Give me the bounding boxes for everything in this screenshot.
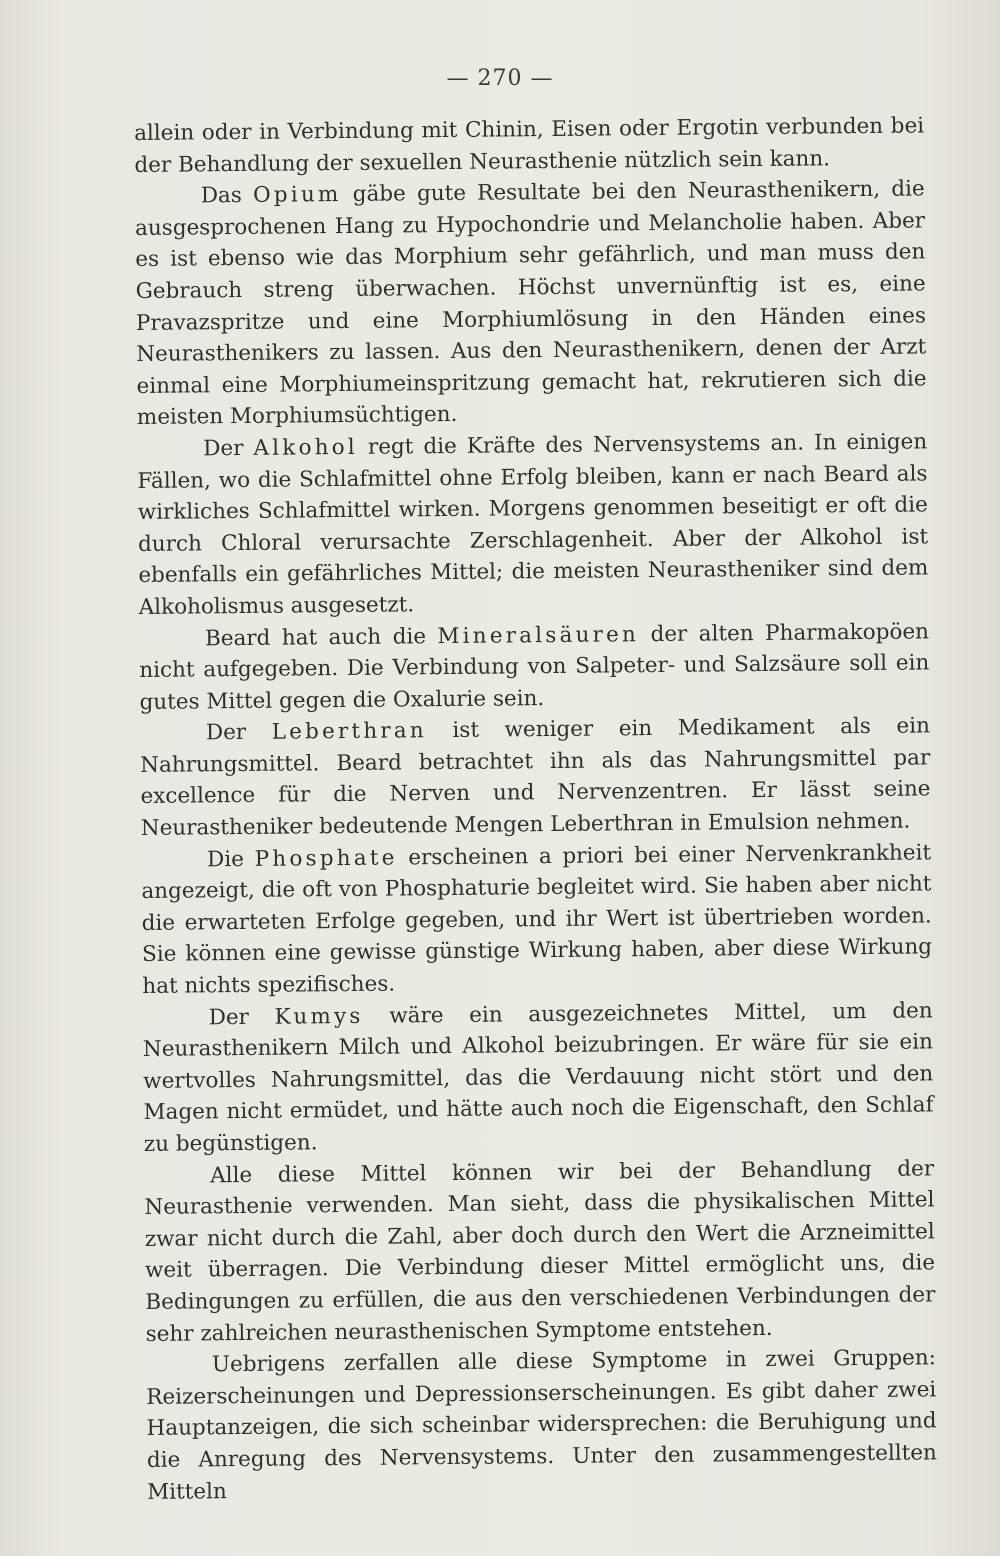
paragraph (140, 711, 931, 845)
text-run: Der (203, 435, 254, 462)
text-run: der alten Pharmakopöen nicht aufgegeben. Die Verbindung von Salpeter- und Salzsäure soll ein gutes Mittel gegen die Oxalurie sein. (139, 618, 930, 715)
text-run: Alle diese Mittel können wir bei der Behandlung der Neurasthenie verwenden. Man sieht, dass die physikalischen Mittel zwar nicht durch die Zahl, aber doch durch den Wert die Arzneimittel weit überragen. Die Verbindung dieser Mittel ermöglicht uns, die Bedingungen zu erfüllen, die aus den verschiedenen Verbindungen der sehr zahlreichen neurasthenischen Symptome entstehen. (144, 1155, 936, 1347)
text-run: regt die Kräfte des Nervensystems an. In einigen Fällen, wo die Schlafmittel ohne Erfolg bleiben, kann er nach Beard als wirkliches Schlafmittel wirken. Morgens genommen beseitigt er oft die durch Chloral verursachte Zerschlagenheit. Aber der Alkohol ist ebenfalls ein gefährliches Mittel; die meisten Neurastheniker sind dem Alkoholismus ausgesetzt. (137, 429, 929, 620)
spaced-term: Opium (252, 182, 342, 209)
text-run: erscheinen a priori bei einer Nervenkrankheit angezeigt, die oft von Phosphaturie begleitet wird. Sie haben aber nicht die erwarteten Erfolge gegeben, und ihr Wert ist übertrieben worden. Sie können eine gewisse günstige Wirkung haben, aber diese Wirkung hat nichts spezifisches. (141, 840, 933, 999)
text-run: allein oder in Verbindung mit Chinin, Eisen oder Ergotin verbunden bei der Behandlung der sexuellen Neurasthenie nützlich sein kann. (134, 113, 925, 178)
spaced-term: Leberthran (271, 718, 428, 745)
text-run: gäbe gute Resultate bei den Neurasthenikern, die ausgesprochenen Hang zu Hypochondrie und Melancholie haben. Aber es ist ebenso wie das Morphium sehr gefährlich, und man muss den Gebrauch streng überwachen. Höchst unvernünftig ist es, eine Pravazspritze und eine Morphiumlösung in den Händen eines Neurasthenikers zu lassen. Aus den Neurasthenikern, denen der Arzt einmal eine Morphiumeinspritzung gemacht hat, rekrutieren sich die meisten Morphiumsüchtigen. (134, 176, 927, 431)
text-run: Das (200, 183, 254, 209)
paragraph (139, 616, 930, 718)
paragraph (137, 426, 929, 623)
spaced-term: Alkohol (253, 434, 359, 461)
paragraph (134, 110, 925, 181)
text-run: Beard hat auch die (204, 623, 438, 651)
text-run: Die (207, 846, 255, 872)
paragraph (141, 837, 932, 1003)
text-run: ist weniger ein Medikament als ein Nahrungsmittel. Beard betrachtet ihn als das Nahrungsmittel par excellence für die Nerven und Nervenzentren. Er lässt seine Neurastheniker bedeutende Mengen Leberthran in Emulsion nehmen. (140, 713, 931, 842)
text-run: Uebrigens zerfallen alle diese Symptome in zwei Gruppen: Reizerscheinungen und Depressionserscheinungen. Es gibt daher zwei Hauptanzeigen, die sich scheinbar widersprechen: die Beruhigung und die Anregung des Nervensystems. Unter den zusammengestellten Mitteln (146, 1345, 937, 1505)
spaced-term: Mineralsäuren (437, 621, 640, 649)
spaced-term: Phosphate (254, 845, 398, 872)
spaced-term: Kumys (274, 1003, 364, 1030)
text-run: Der (208, 1004, 275, 1030)
paragraph (144, 1153, 936, 1350)
paragraph (135, 174, 927, 434)
page-number: — 270 — (446, 66, 554, 91)
body-text (134, 110, 937, 1508)
text-run: wäre ein ausgezeichnetes Mittel, um den Neurasthenikern Milch und Alkohol beizubringen. Er wäre für sie ein wertvolles Nahrungsmittel, das die Verdauung nicht stört und den Magen nicht ermüdet, und hätte auch noch die Eigenschaft, den Schlaf zu begünstigen. (142, 998, 934, 1157)
paragraph (142, 995, 933, 1161)
text-run: Der (205, 719, 272, 746)
paragraph (146, 1343, 937, 1509)
